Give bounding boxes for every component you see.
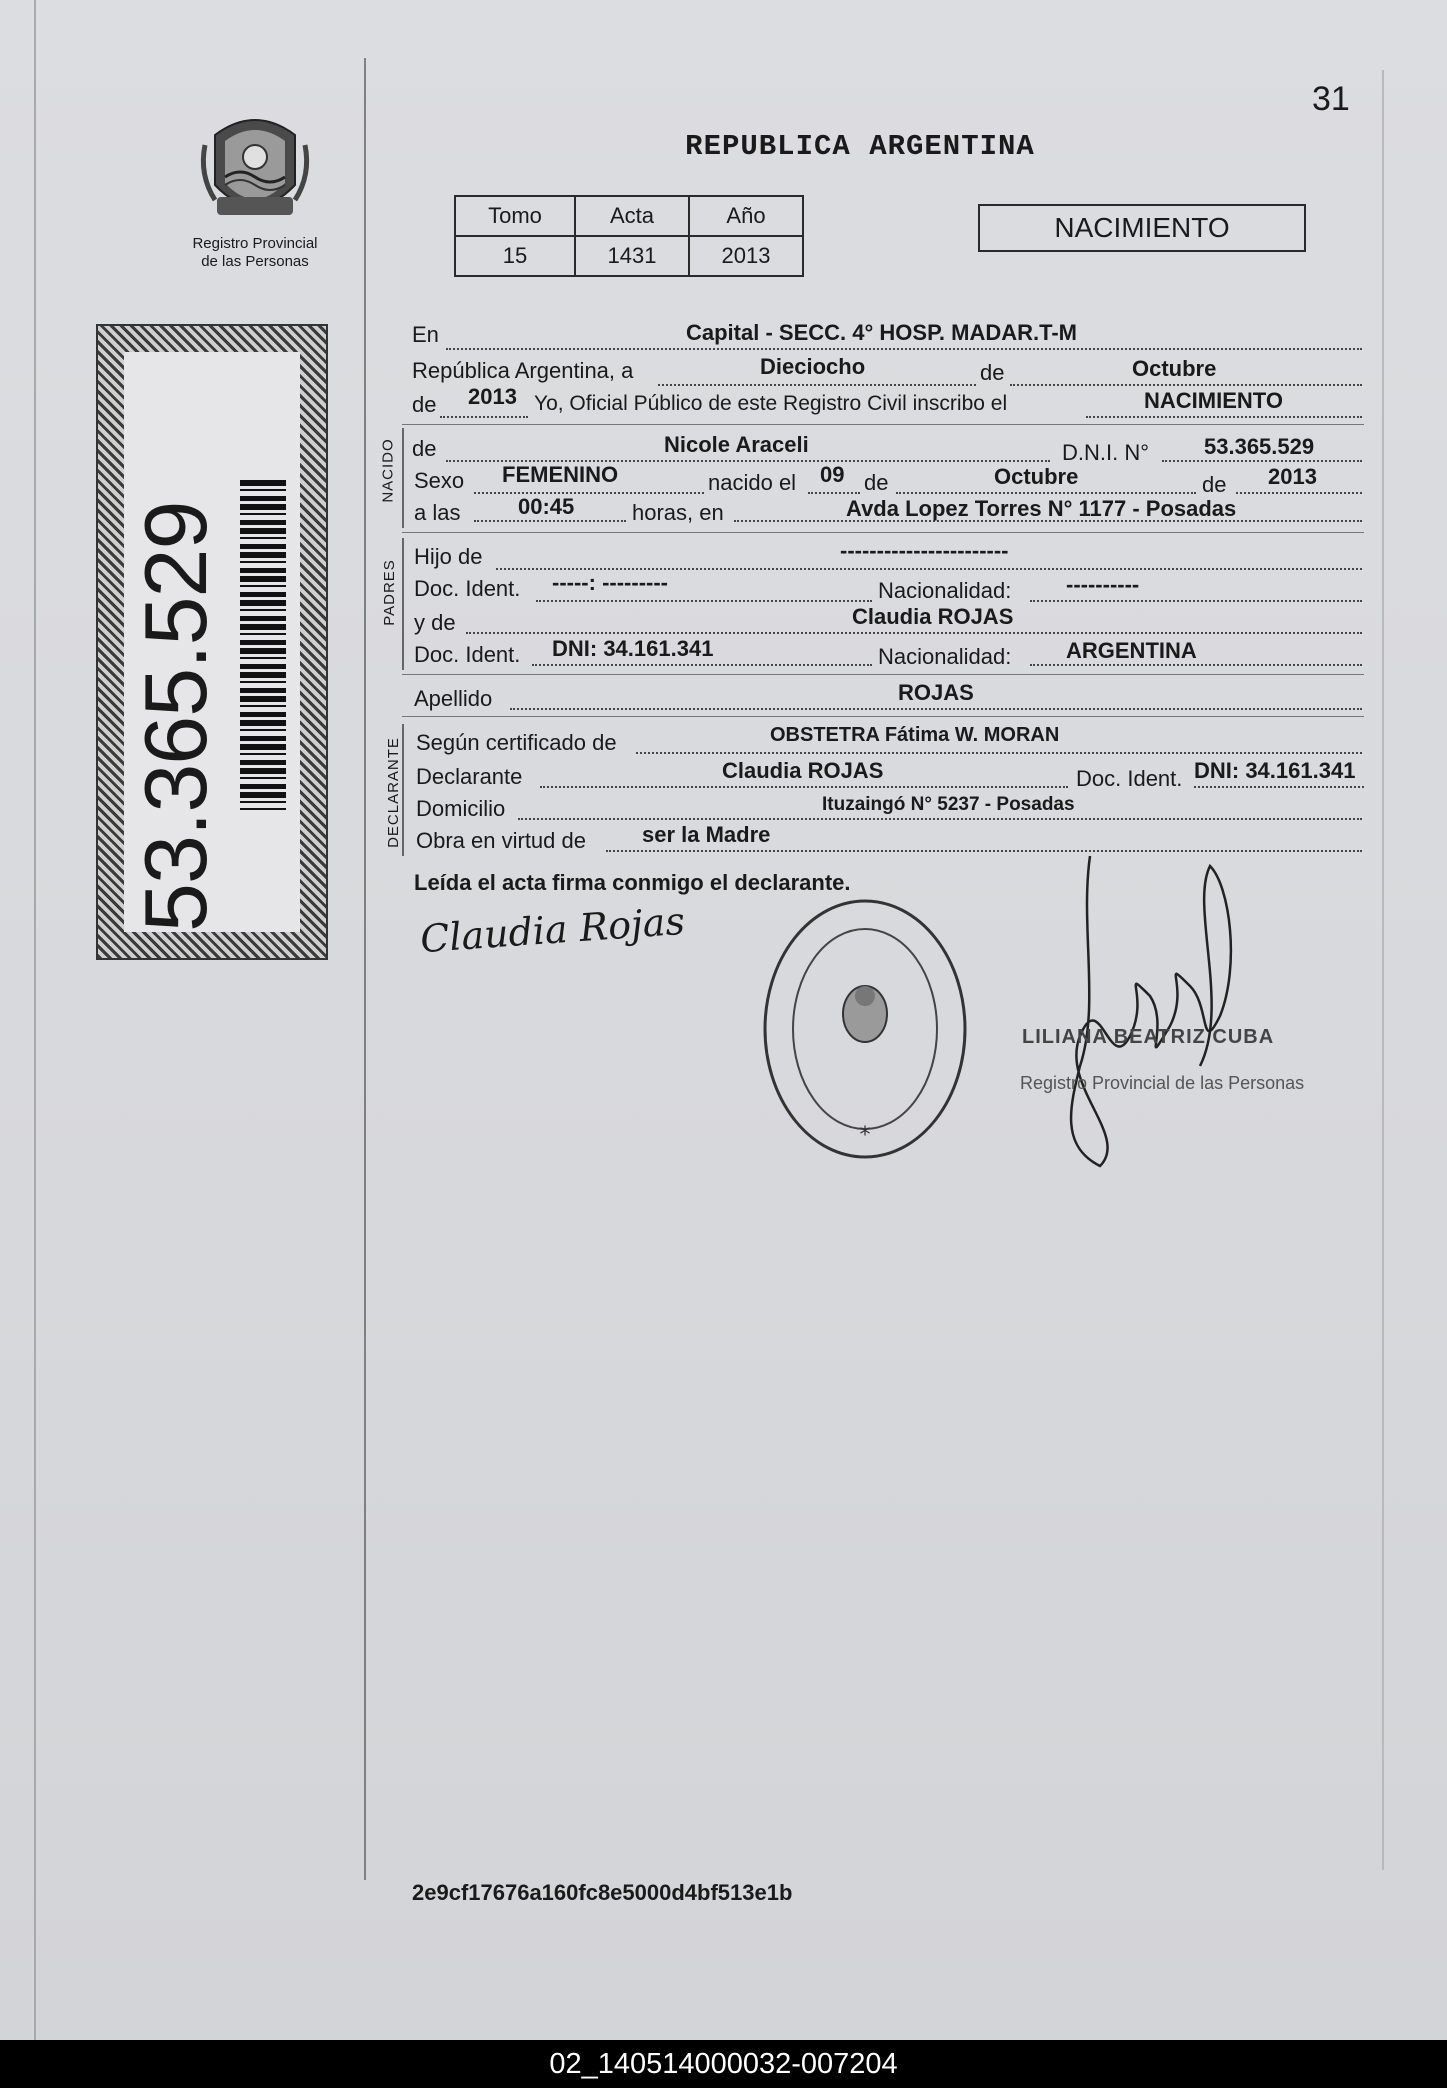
month-value: Octubre [1132,356,1217,381]
dotted-line [1236,492,1362,494]
mother-nationality-value: ARGENTINA [1066,638,1197,663]
official-stamp-icon [760,896,970,1162]
section-bar [402,428,404,528]
apellido-label: Apellido [414,686,493,711]
dotted-line [1030,664,1362,666]
republica-label: República Argentina, a [412,358,634,383]
document-hash: 2e9cf17676a160fc8e5000d4bf513e1b [412,1880,793,1905]
dotted-line [536,600,872,602]
page-number: 31 [1312,80,1350,118]
section-bar [402,724,404,856]
dni-value: 53.365.529 [1204,434,1315,459]
birth-year-value: 2013 [1268,464,1317,489]
sexo-label: Sexo [414,468,465,493]
scan-footer-id: 02_140514000032-007204 [0,2040,1447,2088]
margin-line [364,58,366,1880]
dotted-line [446,348,1362,350]
declarant-value: Claudia ROJAS [722,758,884,783]
place-value: Capital - SECC. 4° HOSP. MADAR.T-M [686,320,1077,345]
year-value: 2013 [468,384,517,409]
acta-header: Acta [575,196,689,236]
birth-day-value: 09 [820,462,845,487]
dotted-line [540,786,1068,788]
birth-place-value: Avda Lopez Torres N° 1177 - Posadas [846,496,1237,521]
nac2-label: Nacionalidad: [878,644,1012,669]
father-value: ----------------------- [840,538,1009,563]
dotted-line [636,752,1362,754]
registry-logo [180,105,330,271]
hour-value: 00:45 [518,494,575,519]
name-value: Nicole Araceli [664,432,809,457]
svg-text:*: * [859,1123,871,1148]
logo-caption-line1: Registro Provincial [192,235,318,252]
section-bar [402,538,404,670]
de-label: de [980,360,1005,385]
dotted-line [474,492,704,494]
dni-strip-inner [124,352,300,932]
dotted-line [440,416,528,418]
yde-label: y de [414,610,456,635]
page-edge [34,0,36,2040]
nac-de-label: de [864,470,889,495]
father-doc-value: -----: --------- [552,570,669,595]
address-value: Ituzaingó N° 5237 - Posadas [822,794,1075,815]
declarante-label: Declarante [416,764,523,789]
section-rule [402,716,1364,717]
mother-doc-value: DNI: 34.161.341 [552,636,714,661]
nac1-label: Nacionalidad: [878,578,1012,603]
nac-de2-label: de [1202,472,1227,497]
doc3-label: Doc. Ident. [1076,766,1183,791]
dotted-line [466,632,1362,634]
alas-label: a las [414,500,461,525]
birth-month-value: Octubre [994,464,1079,489]
declarant-signature: Claudia Rojas [418,898,687,962]
right-margin-line [1382,70,1384,1870]
dotted-line [1162,460,1362,462]
country-title: REPUBLICA ARGENTINA [685,130,1035,163]
tomo-header: Tomo [455,196,575,236]
surname-value: ROJAS [898,680,974,705]
yo-text: Yo, Oficial Público de este Registro Civil inscribo el [534,392,1008,415]
dotted-line [1194,786,1364,788]
section-rule [402,424,1364,425]
nombre-label: de [412,436,437,461]
dotted-line [808,492,860,494]
acta-value: 1431 [575,236,689,276]
closing-statement: Leída el acta firma conmigo el declarante. [414,870,851,895]
mother-value: Claudia ROJAS [852,604,1014,629]
cert-label: Según certificado de [416,730,617,755]
sex-value: FEMENINO [502,462,619,487]
declarant-doc-value: DNI: 34.161.341 [1194,758,1356,783]
obra-label: Obra en virtud de [416,828,586,853]
provincial-seal-icon [195,105,315,229]
section-nacido: NACIDO [379,438,397,503]
domicilio-label: Domicilio [416,796,506,821]
record-type-box: NACIMIENTO [978,204,1306,252]
de2-label: de [412,392,437,417]
dotted-line [1030,600,1362,602]
official-signature [1040,846,1260,1176]
dni-label: D.N.I. N° [1062,440,1150,465]
dotted-line [510,708,1362,710]
section-rule [402,532,1364,533]
nacido-label: nacido el [708,470,797,495]
dni-strip [96,324,328,960]
dotted-line [1086,416,1362,418]
hijo-label: Hijo de [414,544,483,569]
capacity-value: ser la Madre [642,822,771,847]
section-rule [402,674,1364,675]
book-reference-table [454,195,804,277]
anio-header: Año [689,196,803,236]
doc1-label: Doc. Ident. [414,576,521,601]
section-padres: PADRES [380,559,398,626]
logo-caption-line2: de las Personas [201,253,309,270]
barcode-icon [240,480,286,810]
doc2-label: Doc. Ident. [414,642,521,667]
official-org: Registro Provincial de las Personas [1020,1073,1305,1093]
official-name: LILIANA BEATRIZ CUBA [1022,1026,1275,1048]
dotted-line [896,492,1196,494]
dni-strip-number: 53.365.529 [126,501,225,932]
dotted-line [658,384,976,386]
certificate-value: OBSTETRA Fátima W. MORAN [770,724,1060,746]
dotted-line [518,818,1362,820]
day-value: Dieciocho [760,354,866,379]
dotted-line [474,520,626,522]
inscribo-value: NACIMIENTO [1144,388,1283,413]
en-label: En [412,322,439,347]
anio-value: 2013 [689,236,803,276]
dotted-line [1010,384,1362,386]
section-declarante: DECLARANTE [384,737,402,848]
dotted-line [532,664,872,666]
tomo-value: 15 [455,236,575,276]
father-nationality-value: ---------- [1066,572,1140,597]
horas-label: horas, en [632,500,724,525]
